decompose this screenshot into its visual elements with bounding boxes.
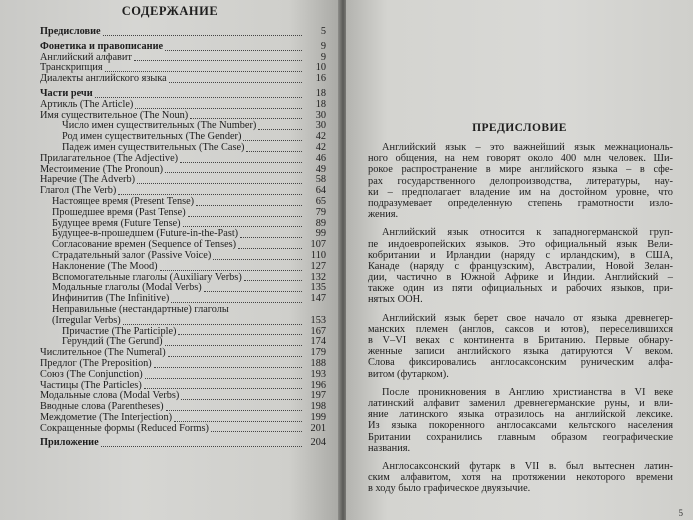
toc-leader-dots [137, 183, 302, 184]
toc-leader-dots [211, 431, 302, 432]
toc-entry-page: 16 [315, 73, 326, 85]
toc-leader-dots [145, 378, 302, 379]
toc-entry-label: Артикль (The Article) [40, 98, 134, 110]
preface-line: Англосаксонский футарк в VII в. был вытеснен латин- [382, 460, 673, 472]
toc-leader-dots [168, 356, 302, 357]
toc-entry-page: 201 [310, 422, 326, 434]
preface-line: ного общения, на нем говорят около 400 млн человек. Ши- [368, 153, 673, 165]
toc-entry-label: Падеж имен существительных (The Case) [62, 141, 245, 153]
toc-leader-dots [160, 270, 302, 271]
toc-entry-label: Сокращенные формы (Reduced Forms) [40, 422, 209, 434]
toc-leader-dots [165, 50, 302, 51]
toc-entry-label: Будущее время (Future Tense) [52, 217, 181, 229]
toc-leader-dots [204, 291, 302, 292]
toc-leader-dots [246, 151, 302, 152]
preface-line: Английский язык берет свое начало от языка древнегер- [382, 312, 673, 324]
toc-entry [40, 100, 326, 111]
toc-leader-dots [165, 172, 302, 173]
toc-entry-page: 107 [310, 239, 326, 251]
toc-entry-label: Частицы (The Particles) [40, 379, 142, 391]
toc-entry [40, 27, 326, 38]
toc-leader-dots [240, 237, 302, 238]
toc-leader-dots [154, 367, 302, 368]
toc-entry-label: Местоимение (The Pronoun) [40, 163, 164, 175]
toc-entry-page: 46 [315, 152, 326, 164]
preface-line: также один из пяти официальных и рабочих языков, при- [368, 283, 673, 295]
toc-entry-label: Настоящее время (Present Tense) [52, 195, 195, 207]
toc-leader-dots [169, 82, 302, 83]
preface-paragraph [368, 387, 673, 454]
preface-line: После проникновения в Англию христианства в VI веке [382, 386, 673, 398]
toc-entry [40, 208, 326, 219]
preface-line: в V–VI веках с континента в Британию. Первые обнару- [368, 335, 673, 346]
toc-entry-label: Неправильные (нестандартные) глаголы [52, 303, 229, 315]
preface-line: манских племен (англов, саксов и ютов), переселившихся [368, 323, 673, 335]
toc-entry-page: 132 [310, 271, 326, 283]
toc-entry-page: 65 [315, 195, 326, 207]
toc-entry-page: 196 [310, 379, 326, 391]
toc-entry-label: Модальные глаголы (Modal Verbs) [52, 282, 202, 294]
toc-entry-page: 204 [310, 437, 326, 449]
toc-entry-label: Вводные слова (Parentheses) [40, 401, 164, 413]
preface-line: пе индоевропейских языков. Это официальный язык Вели- [368, 238, 673, 250]
toc-entry-page: 99 [315, 228, 326, 240]
toc-leader-dots [190, 118, 302, 119]
toc-title: СОДЕРЖАНИЕ [121, 4, 219, 18]
toc-entry-page: 89 [315, 217, 326, 229]
preface-paragraph [368, 461, 673, 495]
preface-line: подразумевает определенную степень грамотности изло- [368, 197, 673, 209]
preface-line: витом (футарком). [368, 368, 449, 380]
toc-entry-page: 135 [310, 282, 326, 294]
toc-leader-dots [95, 97, 302, 98]
toc-entry-label: Род имен существительных (The Gender) [62, 131, 242, 143]
toc-entry-label: Глагол (The Verb) [40, 185, 117, 197]
toc-entry-label: Союз (The Conjunction) [40, 368, 143, 380]
toc-entry-page: 179 [310, 347, 326, 359]
preface-line: латинский алфавит заменил древнегерманские руны, и вли- [368, 397, 673, 409]
toc-entry-page: 127 [310, 260, 326, 272]
toc-entry-label: Английский алфавит [40, 51, 132, 63]
toc-entry-label: Наречие (The Adverb) [40, 174, 136, 186]
toc-leader-dots [181, 399, 302, 400]
toc-entry-label: Инфинитив (The Infinitive) [52, 293, 170, 305]
toc-entry-page: 58 [315, 174, 326, 186]
toc-entry [40, 438, 326, 449]
toc-entry-label: Междометие (The Interjection) [40, 411, 173, 423]
toc-leader-dots [238, 248, 302, 249]
preface-line: жения. [368, 209, 399, 221]
toc-entry-page: 49 [315, 163, 326, 175]
toc-entry-page: 64 [315, 185, 326, 197]
toc-leader-dots [101, 446, 302, 447]
left-page [0, 0, 340, 520]
preface-paragraph [368, 227, 673, 305]
toc-entry-label: Прошедшее время (Past Tense) [52, 206, 186, 218]
toc-leader-dots [165, 345, 302, 346]
toc-entry-page: 30 [315, 120, 326, 132]
toc-entry-page: 174 [310, 336, 326, 348]
toc-entry-page: 10 [315, 62, 326, 74]
preface-line: рокое распространение в мире английского языка – в сфе- [368, 164, 673, 176]
toc-entry-page: 188 [310, 357, 326, 369]
toc-entry-label: Страдательный залог (Passive Voice) [52, 249, 212, 261]
toc-entry-page: 199 [310, 411, 326, 423]
table-of-contents [40, 27, 326, 449]
toc-leader-dots [135, 108, 302, 109]
toc-entry-page: 198 [310, 401, 326, 413]
toc-entry [40, 262, 326, 273]
preface-line: в ходу было графическое двуязычие. [368, 483, 531, 495]
toc-leader-dots [196, 205, 302, 206]
preface-line: дии, частично в Южной Африке и Индии. Английский – [368, 272, 673, 284]
toc-entry-page: 79 [315, 206, 326, 218]
toc-leader-dots [166, 410, 302, 411]
toc-leader-dots [243, 140, 302, 141]
toc-entry-page: 18 [315, 87, 326, 99]
toc-entry-page: 9 [320, 40, 326, 52]
toc-entry-label: Будущее-в-прошедшем (Future-in-the-Past) [52, 228, 239, 240]
preface-paragraph [368, 313, 673, 380]
page-number: 5 [678, 508, 683, 518]
toc-entry-label: Модальные слова (Modal Verbs) [40, 390, 180, 402]
toc-leader-dots [183, 226, 302, 227]
toc-leader-dots [178, 334, 302, 335]
toc-entry-page: 147 [310, 293, 326, 305]
toc-entry-page: 153 [310, 314, 326, 326]
toc-entry-label: Наклонение (The Mood) [52, 260, 158, 272]
toc-entry-label: Транскрипция [40, 62, 103, 74]
toc-entry-label: Число имен существительных (The Number) [62, 120, 257, 132]
toc-leader-dots [174, 421, 302, 422]
toc-entry-page: 42 [315, 141, 326, 153]
toc-entry-label: Части речи [40, 87, 93, 99]
toc-leader-dots [244, 280, 302, 281]
toc-leader-dots [134, 60, 302, 61]
toc-leader-dots [144, 388, 302, 389]
toc-entry-page: 18 [315, 98, 326, 110]
toc-entry-page: 197 [310, 390, 326, 402]
toc-entry-label: Герундий (The Gerund) [62, 336, 163, 348]
toc-entry-label: Прилагательное (The Adjective) [40, 152, 179, 164]
toc-entry-label: Приложение [40, 437, 99, 449]
toc-entry-page: 167 [310, 325, 326, 337]
toc-entry [40, 316, 326, 327]
toc-leader-dots [123, 324, 302, 325]
toc-entry-label: Согласование времен (Sequence of Tenses) [52, 239, 237, 251]
preface-line: Британии сохранились главным образом географические [368, 431, 673, 443]
toc-entry-page: 5 [320, 26, 326, 37]
toc-leader-dots [171, 302, 302, 303]
toc-entry [40, 424, 326, 435]
toc-entry-page: 30 [315, 109, 326, 121]
preface-line: Канаде (наряду с французским), Австралии, Новой Зелан- [368, 260, 673, 272]
toc-entry-label: Диалекты английского языка [40, 73, 167, 85]
preface-line: яние латинского языка отразилось на английской лексике. [368, 409, 673, 421]
toc-leader-dots [103, 35, 302, 36]
preface-line: Слова фиксировались англосаксонским руническим алфа- [368, 357, 673, 369]
toc-entry-label: (Irregular Verbs) [52, 314, 121, 326]
toc-entry-label: Причастие (The Participle) [62, 325, 177, 337]
toc-entry [40, 42, 326, 53]
toc-entry-page: 110 [310, 249, 326, 261]
toc-entry-label: Предлог (The Preposition) [40, 357, 152, 369]
toc-leader-dots [258, 129, 302, 130]
toc-entry [40, 370, 326, 381]
preface-line: названия. [368, 442, 411, 454]
toc-entry-page: 42 [315, 131, 326, 143]
toc-entry [40, 154, 326, 165]
toc-entry-label: Имя существительное (The Noun) [40, 109, 189, 121]
toc-leader-dots [188, 216, 302, 217]
toc-entry-label: Предисловие [40, 26, 101, 37]
preface-line: ки – предполагает владение им на достойном уровне, что [368, 186, 673, 198]
toc-leader-dots [105, 71, 302, 72]
toc-entry-page: 9 [320, 51, 326, 63]
preface-line: рах государственного делопроизводства, литературы, нау- [368, 175, 673, 187]
preface-line: Английский язык – это важнейший язык межнациональ- [382, 142, 673, 153]
toc-entry-page: 193 [310, 368, 326, 380]
preface-line: нятых ООН. [368, 294, 423, 306]
toc-entry-label: Числительное (The Numeral) [40, 347, 166, 359]
preface-paragraph [368, 142, 673, 220]
toc-entry-label: Вспомогательные глаголы (Auxiliary Verbs) [52, 271, 242, 283]
toc-entry [40, 74, 326, 85]
preface-line: Из языка покоренного англосаксами кельтского населения [368, 420, 673, 432]
preface-title: ПРЕДИСЛОВИЕ [472, 122, 567, 134]
toc-leader-dots [213, 259, 302, 260]
preface-line: ским алфавитом, хотя на протяжении некоторого времени [368, 472, 673, 484]
toc-entry-label: Фонетика и правописание [40, 40, 164, 52]
preface-line: женные записи английского языка датируются V веком. [368, 346, 673, 358]
toc-leader-dots [180, 162, 302, 163]
toc-leader-dots [118, 194, 302, 195]
preface-line: Английский язык относится к западногерманской груп- [382, 227, 673, 239]
preface-body [368, 142, 673, 501]
preface-line: кобритании и Ирландии (наряду с ирландским), в США, [368, 249, 673, 261]
